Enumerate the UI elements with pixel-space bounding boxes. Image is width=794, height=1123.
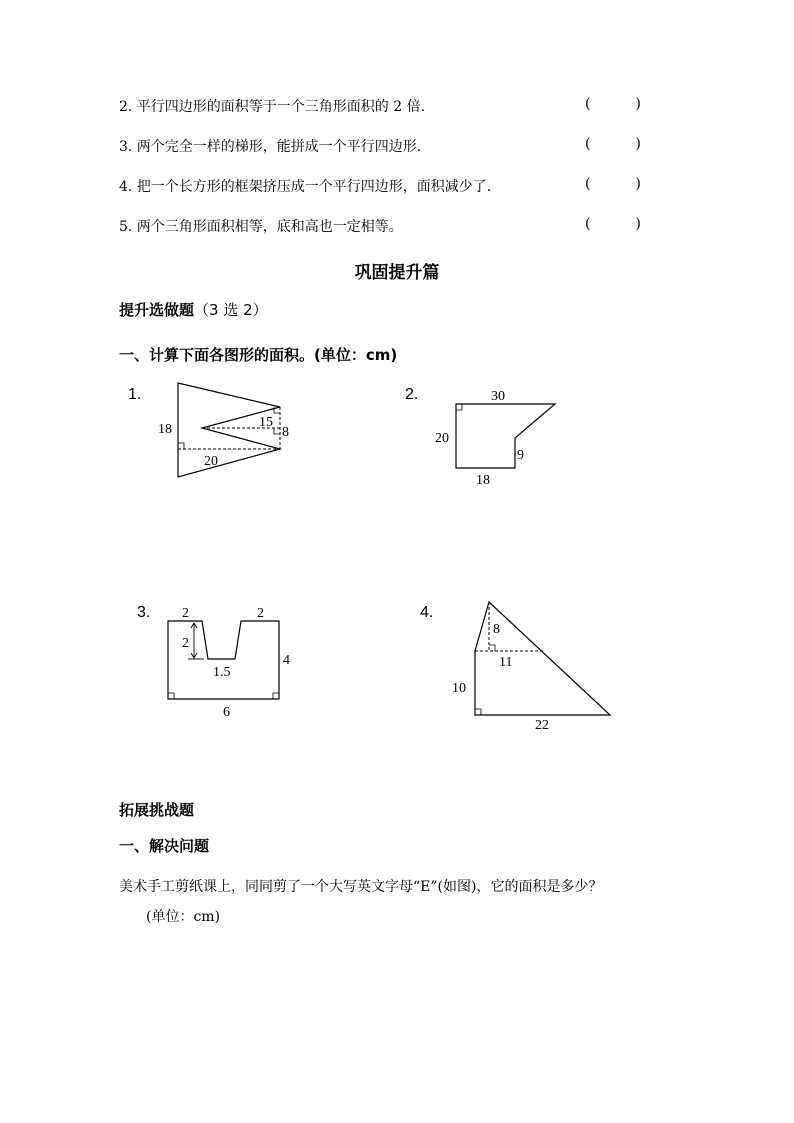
dimension-label: 6	[223, 705, 230, 720]
figure-3-shape	[160, 600, 310, 725]
right-angle-mark	[475, 709, 481, 715]
dimension-label: 2	[257, 606, 264, 621]
answer-parentheses[interactable]: ( )	[585, 216, 641, 232]
tf-question: 2. 平行四边形的面积等于一个三角形面积的 2 倍.	[119, 99, 426, 115]
dimension-label: 2	[182, 636, 189, 651]
figure-4-shape	[440, 595, 620, 735]
figure-outline	[456, 404, 555, 468]
dimension-label: 18	[158, 422, 172, 437]
dimension-label: 10	[452, 681, 466, 696]
challenge-heading: 拓展挑战题	[119, 801, 195, 819]
figure-number: 4.	[420, 604, 434, 621]
dimension-label: 11	[499, 655, 513, 670]
right-angle-mark	[456, 404, 462, 410]
right-angle-mark	[274, 428, 280, 434]
dimension-label: 9	[517, 448, 524, 463]
right-angle-mark	[489, 645, 495, 651]
dimension-label: 30	[491, 389, 505, 404]
right-angle-mark	[273, 693, 279, 699]
figure-1-shape	[150, 375, 300, 490]
figure-outline	[168, 621, 279, 699]
figure-2-shape	[425, 380, 575, 490]
dimension-label: 1.5	[213, 665, 231, 680]
figure-outline	[178, 383, 280, 477]
dimension-label: 8	[282, 425, 289, 440]
figure-number: 3.	[137, 604, 151, 621]
optional-heading: 提升选做题（3 选 2）	[119, 301, 268, 319]
tf-question: 4. 把一个长方形的框架挤压成一个平行四边形，面积减少了.	[119, 179, 492, 195]
figure-outline	[475, 602, 610, 715]
answer-parentheses[interactable]: ( )	[585, 176, 641, 192]
dimension-label: 20	[435, 431, 449, 446]
right-angle-mark	[178, 443, 184, 449]
dimension-label: 15	[259, 415, 273, 430]
section-title: 巩固提升篇	[354, 263, 440, 283]
figure-number: 1.	[128, 386, 142, 403]
dimension-label: 18	[476, 473, 490, 488]
dimension-label: 8	[493, 622, 500, 637]
tf-question: 5. 两个三角形面积相等，底和高也一定相等。	[119, 219, 403, 235]
word-problem: 美术手工剪纸课上，同同剪了一个大写英文字母“E”(如图)，它的面积是多少？	[119, 879, 603, 895]
dimension-label: 22	[535, 718, 549, 733]
question-heading: 一、解决问题	[119, 837, 210, 855]
right-angle-mark	[168, 693, 174, 699]
dimension-label: 20	[204, 454, 218, 469]
dimension-label: 4	[283, 653, 290, 668]
figure-number: 2.	[405, 386, 419, 403]
question-heading: 一、计算下面各图形的面积。(单位：cm)	[119, 346, 398, 364]
dimension-label: 2	[182, 606, 189, 621]
tf-question: 3. 两个完全一样的梯形，能拼成一个平行四边形.	[119, 139, 422, 155]
unit-note: (单位：cm)	[146, 909, 221, 925]
answer-parentheses[interactable]: ( )	[585, 136, 641, 152]
answer-parentheses[interactable]: ( )	[585, 96, 641, 112]
